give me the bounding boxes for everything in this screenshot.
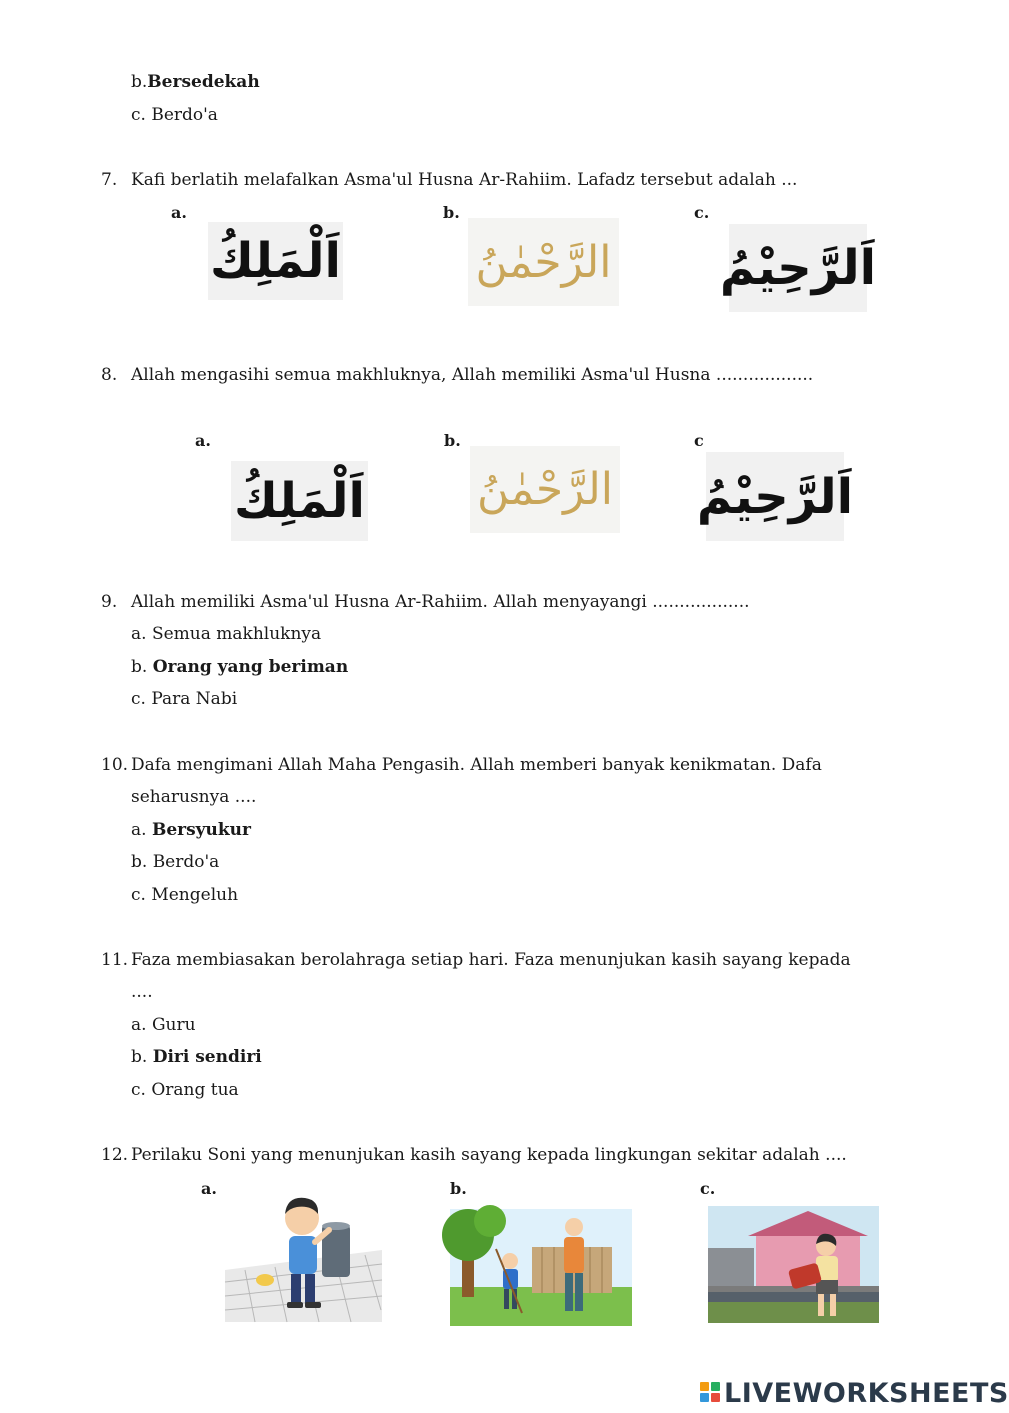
q10-option-c[interactable]: c. Mengeluh — [131, 885, 239, 905]
boy-sweeping-illustration — [450, 1209, 632, 1326]
q8-label-b: b. — [444, 431, 461, 450]
q8-label-c: c — [694, 431, 704, 450]
q7-choice-c-calligraphy[interactable]: اَلرَّحِيْمُ — [729, 224, 867, 312]
q10-option-a-answer: Bersyukur — [151, 820, 251, 840]
q7-question: Kafi berlatih melafalkan Asma'ul Husna Ar-Rahiim. Lafadz tersebut adalah ... — [131, 170, 798, 190]
girl-carrying-trash-illustration — [708, 1206, 879, 1323]
q11-option-a[interactable]: a. Guru — [131, 1015, 196, 1035]
q9-option-b[interactable]: b. Orang yang beriman — [131, 657, 349, 677]
q10-option-a[interactable]: a. Bersyukur — [131, 820, 251, 840]
q12-label-a: a. — [201, 1179, 217, 1198]
q12-choice-c-illustration[interactable] — [708, 1206, 879, 1323]
boy-throwing-trash-illustration — [225, 1190, 382, 1322]
q8-choice-a-calligraphy[interactable]: اَلْمَلِكُ — [231, 461, 368, 541]
q10-option-b[interactable]: b. Berdo'a — [131, 852, 220, 872]
q12-label-c: c. — [700, 1179, 716, 1198]
q12-choice-b-illustration[interactable] — [450, 1209, 632, 1326]
q11-number: 11. — [101, 950, 129, 970]
q6-option-c[interactable]: c. Berdo'a — [131, 105, 218, 125]
q7-label-c: c. — [694, 203, 710, 222]
q7-number: 7. — [101, 170, 118, 190]
q12-number: 12. — [101, 1145, 129, 1165]
q8-number: 8. — [101, 365, 118, 385]
q7-label-b: b. — [443, 203, 460, 222]
q8-question: Allah mengasihi semua makhluknya, Allah memiliki Asma'ul Husna .................. — [131, 365, 814, 385]
q6-option-b[interactable]: b.Bersedekah — [131, 72, 260, 92]
q11-option-c[interactable]: c. Orang tua — [131, 1080, 239, 1100]
q6-option-b-answer: Bersedekah — [147, 72, 260, 92]
q10-number: 10. — [101, 755, 129, 775]
liveworksheets-logo-icon — [700, 1380, 722, 1408]
q12-label-b: b. — [450, 1179, 467, 1198]
q9-option-c[interactable]: c. Para Nabi — [131, 689, 238, 709]
q11-question-line-1: Faza membiasakan berolahraga setiap hari. Faza menunjukan kasih sayang kepada — [131, 950, 851, 970]
liveworksheets-logo[interactable] — [700, 1378, 1009, 1409]
q11-option-b[interactable]: b. Diri sendiri — [131, 1047, 262, 1067]
q9-number: 9. — [101, 592, 118, 612]
q7-choice-a-calligraphy[interactable]: اَلْمَلِكُ — [208, 222, 343, 300]
liveworksheets-brand-text: LIVEWORKSHEETS — [724, 1378, 1009, 1409]
q9-option-b-answer: Orang yang beriman — [152, 657, 349, 677]
q8-choice-b-calligraphy[interactable]: الرَّحْمٰنُ — [470, 446, 620, 533]
q9-option-a[interactable]: a. Semua makhluknya — [131, 624, 322, 644]
q10-question-line-2: seharusnya .... — [131, 787, 257, 807]
q8-label-a: a. — [195, 431, 211, 450]
q12-question: Perilaku Soni yang menunjukan kasih sayang kepada lingkungan sekitar adalah .... — [131, 1145, 847, 1165]
q11-question-line-2: .... — [131, 982, 153, 1002]
q11-option-b-answer: Diri sendiri — [152, 1047, 262, 1067]
q9-question: Allah memiliki Asma'ul Husna Ar-Rahiim. Allah menyayangi .................. — [131, 592, 750, 612]
q7-label-a: a. — [171, 203, 187, 222]
q7-choice-b-calligraphy[interactable]: الرَّحْمٰنُ — [468, 218, 619, 306]
q12-choice-a-illustration[interactable] — [225, 1190, 382, 1322]
q10-question-line-1: Dafa mengimani Allah Maha Pengasih. Allah memberi banyak kenikmatan. Dafa — [131, 755, 822, 775]
q8-choice-c-calligraphy[interactable]: اَلرَّحِيْمُ — [706, 452, 844, 541]
